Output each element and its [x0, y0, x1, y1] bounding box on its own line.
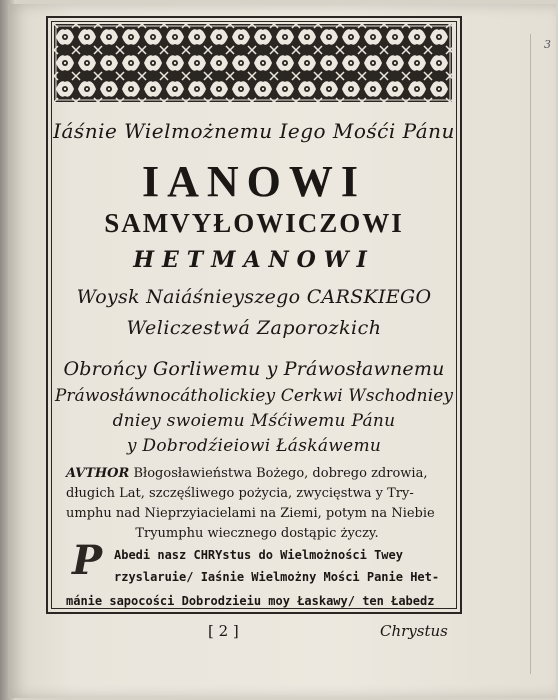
headpiece-ornament: [54, 24, 452, 102]
author-line-1: [66, 464, 448, 484]
patron-line-2: Práwosłáwnocátholickiey Cerkwi Wschodniey: [54, 386, 454, 406]
rank-heading: HETMANOWI: [133, 247, 375, 273]
patron-line-1: Obrońcy Gorliwemu y Práwosławnemu: [63, 358, 445, 380]
host-line-1: Woysk Naiáśnieyszego CARSKIEGO: [76, 286, 432, 308]
author-line-3: umphu nad Nieprzyiacielami na Ziemi, potym na Niebie: [66, 506, 435, 521]
show-through-rule: [530, 34, 531, 674]
patron-line-3: dniey swoiemu Mśćiwemu Pánu: [112, 411, 396, 431]
book-page: [8, 4, 556, 698]
surname-heading: SAMVYŁOWICZOWI: [104, 208, 404, 238]
blackletter-line-3: mánie sapocości Dobrodzieiu moy Łaskawy/ ten Łabedz: [66, 594, 435, 608]
author-word: AVTHOR: [66, 466, 130, 481]
catchword: Chrystus: [380, 622, 448, 640]
author-line-2: długich Lat, szczęśliwego pożycia, zwycięstwa y Try-: [66, 486, 414, 501]
drop-cap-initial: P: [71, 537, 103, 584]
printed-border-frame: [46, 16, 462, 614]
blackletter-line-2: rzyslaruie/ Iaśnie Wielmożny Mości Panie Het-: [114, 570, 440, 584]
ornament-pattern: [54, 24, 452, 102]
corner-page-number: 3: [544, 38, 551, 51]
given-name-heading: IANOWI: [141, 157, 367, 206]
author-wish-paragraph: [66, 464, 448, 544]
patron-line-4: y Dobrodźieiowi Łáskáwemu: [126, 436, 382, 456]
dedication-paragraph: [66, 537, 456, 612]
author-line-4: Tryumphu wiecznego dostąpic życzy.: [135, 526, 379, 541]
blackletter-line-1: Abedi nasz CHRYstus do Wielmożności Twey: [114, 548, 403, 562]
folio-signature: [ 2 ]: [208, 622, 239, 640]
host-line-2: Weliczestwá Zaporozkich: [126, 317, 382, 339]
author-text-1: Błogosławieństwa Bożego, dobrego zdrowia,: [133, 466, 428, 481]
dedicatory-line: Iáśnie Wielmożnemu Iego Mośći Pánu: [53, 119, 455, 143]
